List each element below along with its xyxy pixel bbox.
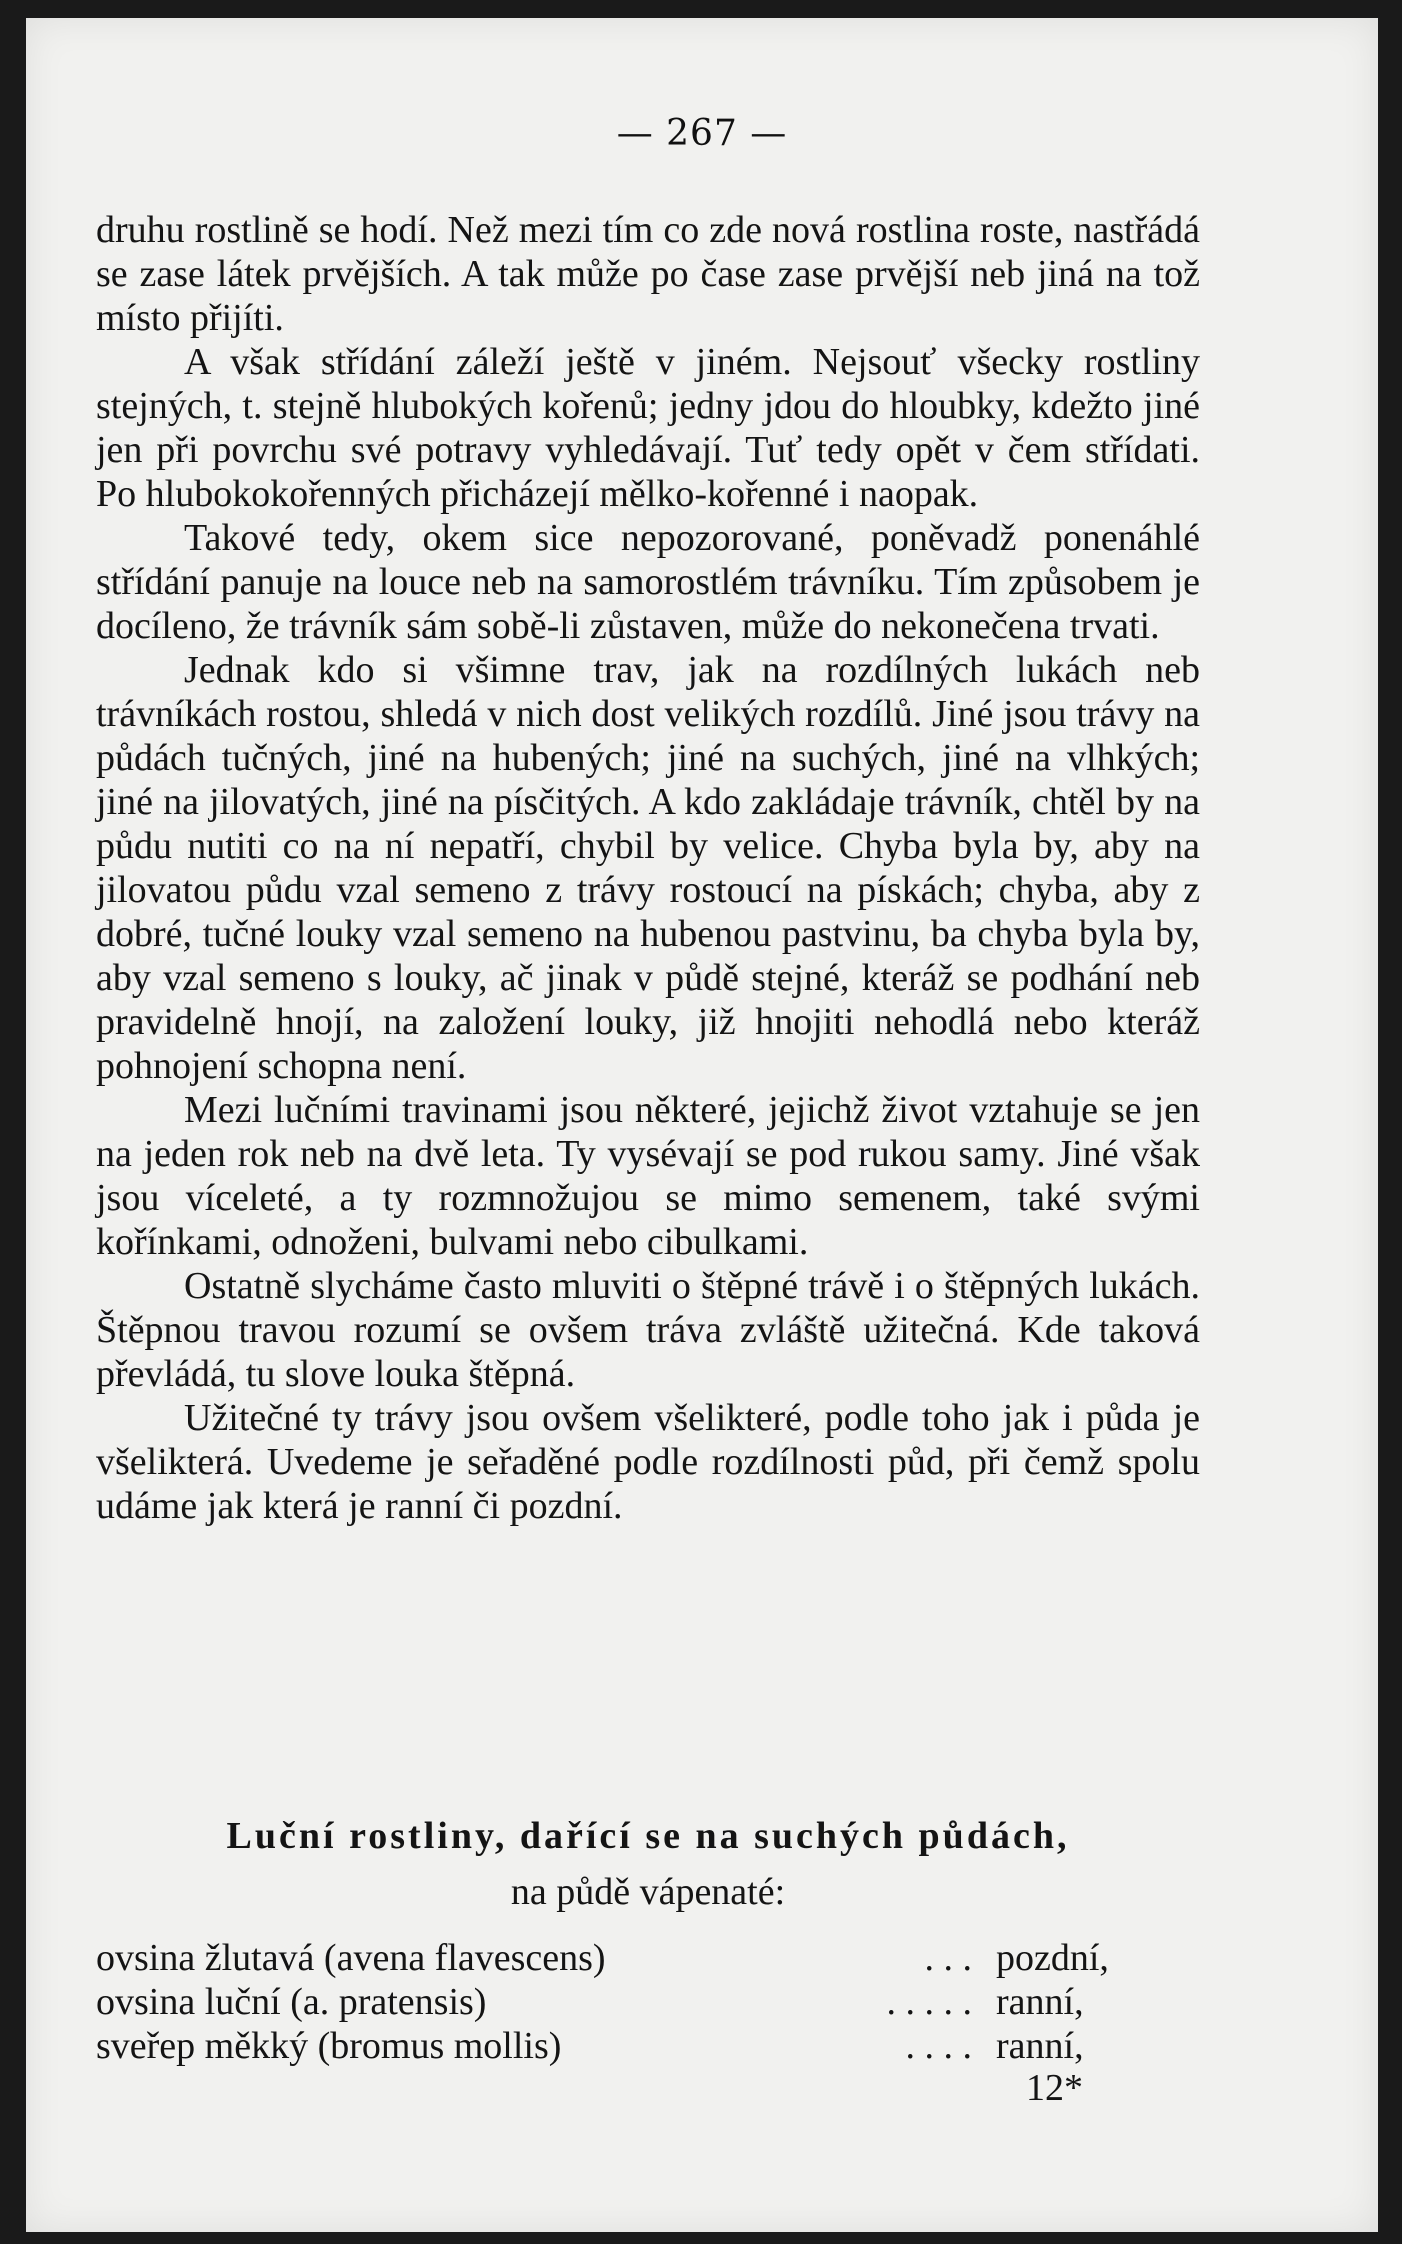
plant-season: pozdní, xyxy=(996,1937,1109,1979)
section-heading-line-2: na půdě vápenaté: xyxy=(510,1871,786,1913)
paragraph-2: A však střídání záleží ještě v jiném. Nejsouť všecky rostliny stejných, t. stejně hlubokých kořenů; jedny jdou do hloubky, kdežto jiné jen při povrchu své potravy vyhledávají. Tuť tedy opět v čem střídati. Po hlubokokořenných přicházejí mělko-kořenné i naopak. xyxy=(96,341,1200,515)
plant-season: ranní, xyxy=(996,2025,1084,2067)
list-item xyxy=(96,1980,1126,2024)
book-page xyxy=(26,18,1378,2232)
plant-season: ranní, xyxy=(996,1981,1084,2023)
paragraph-6: Ostatně slycháme často mluviti o štěpné trávě i o štěpných lukách. Štěpnou travou rozumí se ovšem tráva zvláště užitečná. Kde taková převládá, tu slove louka štěpná. xyxy=(96,1265,1200,1395)
paragraph-4: Jednak kdo si všimne trav, jak na rozdílných lukách neb trávníkách rostou, shledá v nich dost velikých rozdílů. Jiné jsou trávy na půdách tučných, jiné na hubených; jiné na suchých, jiné na vlhkých; jiné na jilovatých, jiné na písčitých. A kdo zakládaje trávník, chtěl by na půdu nutiti co na ní nepatří, chybil by velice. Chyba byla by, aby na jilovatou půdu vzal semeno z trávy rostoucí na pískách; chyba, aby z dobré, tučné louky vzal semeno na hubenou pastvinu, ba chyba byla by, aby vzal semeno s louky, ač jinak v půdě stejné, kteráž se podhání neb pravidelně hnojí, na založení louky, již hnojiti nehodlá nebo kteráž pohnojení schopna není. xyxy=(96,649,1200,1087)
paragraph-5: Mezi lučními travinami jsou některé, jejichž život vztahuje se jen na jeden rok neb na dvě leta. Ty vysévají se pod rukou samy. Jiné však jsou víceleté, a ty rozmnožujou se mimo semenem, také svými kořínkami, odnoženi, bulvami nebo cibulkami. xyxy=(96,1089,1200,1263)
list-item xyxy=(96,2024,1126,2068)
body-text xyxy=(96,208,1200,1528)
section-heading xyxy=(96,1810,1200,1918)
leader-dots: . . . . . xyxy=(886,1981,972,2023)
paragraph-1: druhu rostlině se hodí. Než mezi tím co zde nová rostlina roste, nastřádá se zase látek prvějších. A tak může po čase zase prvější neb jiná na tož místo přijíti. xyxy=(96,209,1200,339)
signature-mark: 12* xyxy=(1026,2067,1083,2109)
section-heading-line-1: Luční rostliny, dařící se na suchých půdách, xyxy=(226,1815,1070,1857)
leader-dots: . . . . xyxy=(905,2025,972,2067)
paragraph-3: Takové tedy, okem sice nepozorované, poněvadž ponenáhlé střídání panuje na louce neb na samorostlém trávníku. Tím způsobem je docíleno, že trávník sám sobě-li zůstaven, může do nekonečena trvati. xyxy=(96,517,1200,647)
plant-name: sveřep měkký (bromus mollis) xyxy=(96,2025,562,2067)
plant-name: ovsina žlutavá (avena flavescens) xyxy=(96,1937,606,1979)
page-number: — 267 — xyxy=(616,113,788,154)
paragraph-7: Užitečné ty trávy jsou ovšem všelikteré, podle toho jak i půda je všelikterá. Uvedeme je seřaděné podle rozdílnosti půd, při čemž spolu udáme jak která je ranní či pozdní. xyxy=(96,1397,1200,1527)
plant-name: ovsina luční (a. pratensis) xyxy=(96,1981,487,2023)
leader-dots: . . . xyxy=(924,1937,972,1979)
list-item xyxy=(96,1936,1126,1980)
plant-list xyxy=(96,1936,1126,2068)
